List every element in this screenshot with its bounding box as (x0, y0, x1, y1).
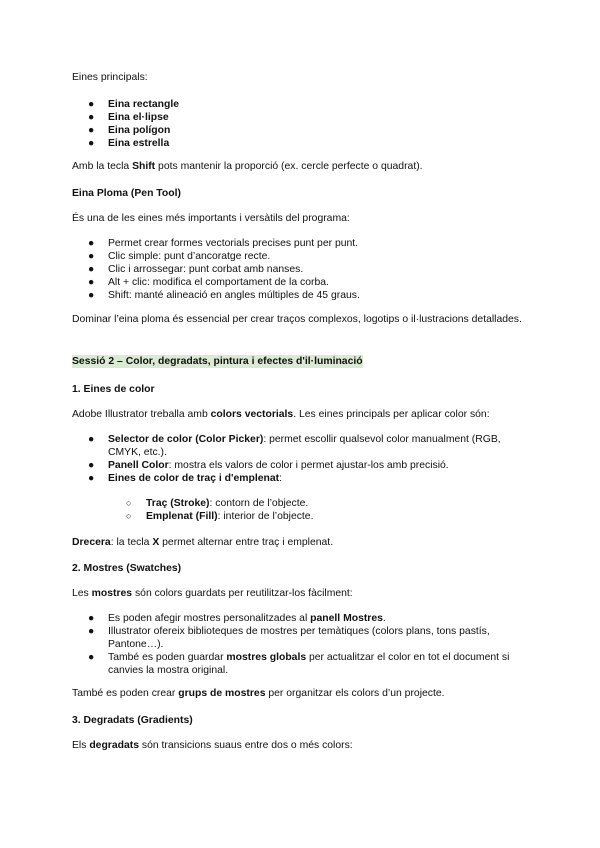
shift-note: Amb la tecla Shift pots mantenir la proporció (ex. cercle perfecte o quadrat). (72, 161, 423, 172)
bullet-icon: ● (88, 251, 95, 262)
swatches-outro: També es poden crear grups de mostres per organitzar els colors d’un projecte. (72, 688, 445, 699)
bullet-icon: ● (88, 460, 95, 471)
bullet-icon: ● (88, 626, 95, 637)
bullet-icon: ● (88, 473, 95, 484)
bullet-icon: ● (88, 264, 95, 275)
bullet-icon: ● (88, 434, 95, 445)
gradients-intro: Els degradats són transicions suaus entre dos o més colors: (72, 740, 353, 751)
bullet-icon: ● (88, 290, 95, 301)
bullet-icon: ● (88, 652, 95, 663)
color-intro: Adobe Illustrator treballa amb colors vectorials. Les eines principals per aplicar color són: (72, 409, 490, 420)
shortcut-note: Drecera: la tecla X permet alternar entre traç i emplenat. (72, 537, 334, 548)
bullet-icon: ● (88, 138, 95, 149)
bullet-icon: ● (88, 99, 95, 110)
pen-title: Eina Ploma (Pen Tool) (72, 188, 181, 199)
gradients-title: 3. Degradats (Gradients) (72, 715, 193, 726)
pen-outro: Dominar l’eina ploma és essencial per crear traços complexos, logotips o il·lustracions detallades. (72, 314, 522, 325)
bullet-icon: ● (88, 613, 95, 624)
session-title: Sessió 2 – Color, degradats, pintura i efectes d'il·luminació (72, 356, 363, 367)
circle-bullet-icon: ○ (126, 511, 132, 521)
pen-intro: És una de les eines més importants i versàtils del programa: (72, 213, 350, 224)
circle-bullet-icon: ○ (126, 498, 132, 508)
bullet-icon: ● (88, 238, 95, 249)
bullet-icon: ● (88, 125, 95, 136)
swatches-title: 2. Mostres (Swatches) (72, 563, 182, 574)
intro-text: Eines principals: (72, 72, 148, 83)
bullet-icon: ● (88, 112, 95, 123)
swatches-intro: Les mostres són colors guardats per reutilitzar-los fàcilment: (72, 588, 353, 599)
color-title: 1. Eines de color (72, 384, 155, 395)
bullet-icon: ● (88, 277, 95, 288)
